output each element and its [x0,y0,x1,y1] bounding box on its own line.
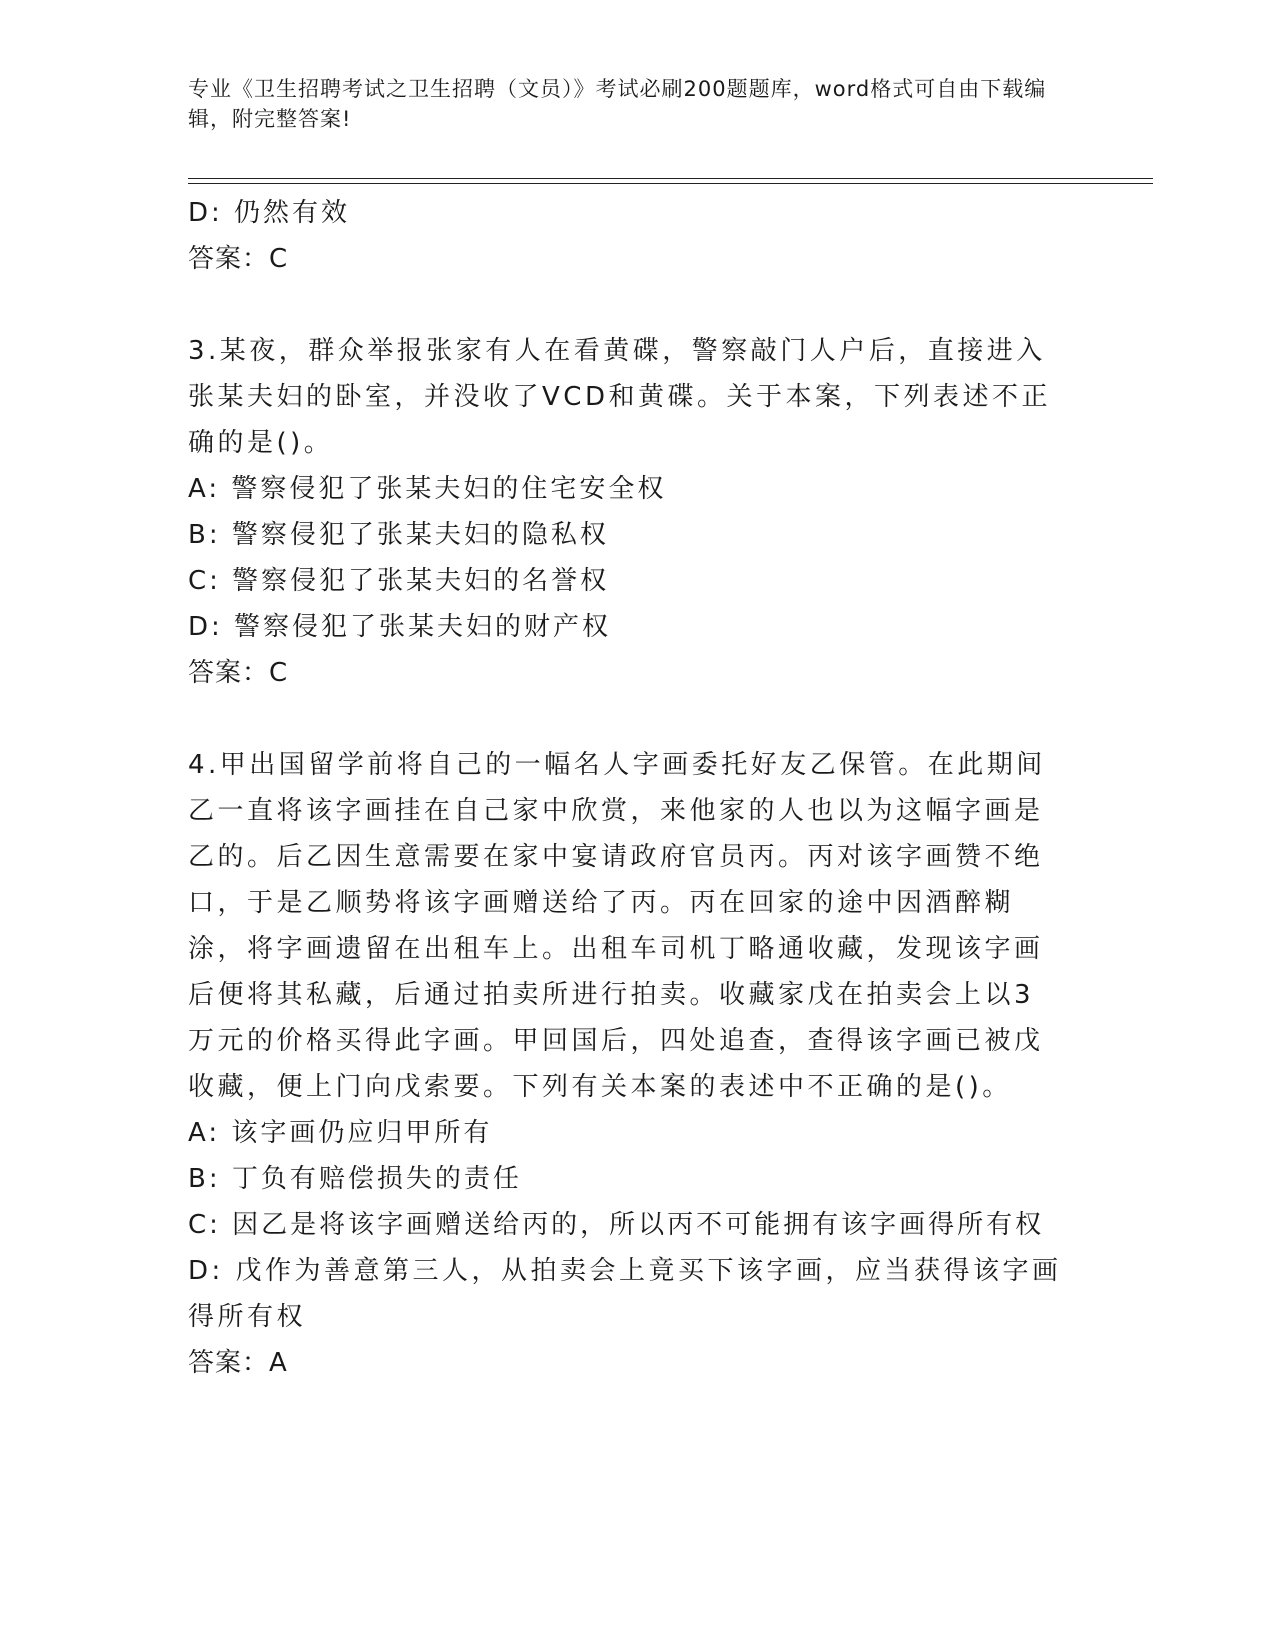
question-4-option-d: D: 戊作为善意第三人，从拍卖会上竟买下该字画，应当获得该字画得所有权 [188,1256,1062,1332]
header-rule-top [188,178,1153,179]
spacer [188,282,1088,328]
spacer [188,696,1088,742]
header-rule-bottom [188,183,1153,184]
question-4-stem: 4.甲出国留学前将自己的一幅名人字画委托好友乙保管。在此期间乙一直将该字画挂在自己家中欣赏，来他家的人也以为这幅字画是乙的。后乙因生意需要在家中宴请政府官员丙。丙对该字画赞不绝口，于是乙顺势将该字画赠送给了丙。丙在回家的途中因酒醉糊涂，将字画遗留在出租车上。出租车司机丁略通收藏，发现该字画后便将其私藏，后通过拍卖所进行拍卖。收藏家戊在拍卖会上以3万元的价格买得此字画。甲回国后，四处追查，查得该字画已被戊收藏，便上门向戊索要。下列有关本案的表述中不正确的是()。 [188,750,1046,1102]
question-4-option-a: A: 该字画仍应归甲所有 [188,1118,493,1148]
question-3-answer: 答案：C [188,658,289,688]
question-3-option-b: B: 警察侵犯了张某夫妇的隐私权 [188,520,609,550]
question-3-stem: 3.某夜，群众举报张家有人在看黄碟，警察敲门人户后，直接进入张某夫妇的卧室，并没收了VCD和黄碟。关于本案，下列表述不正确的是()。 [188,336,1051,458]
prev-answer: 答案：C [188,244,289,274]
document-header: 专业《卫生招聘考试之卫生招聘（文员）》考试必刷200题题库，word格式可自由下载编辑，附完整答案! [188,77,1047,131]
prev-option-d: D: 仍然有效 [188,198,351,228]
question-3-option-a: A: 警察侵犯了张某夫妇的住宅安全权 [188,474,667,504]
question-4-answer: 答案：A [188,1348,288,1378]
question-3-option-c: C: 警察侵犯了张某夫妇的名誉权 [188,566,610,596]
question-4-option-c: C: 因乙是将该字画赠送给丙的，所以丙不可能拥有该字画得所有权 [188,1210,1045,1240]
question-3-option-d: D: 警察侵犯了张某夫妇的财产权 [188,612,612,642]
document-body [188,190,1088,1386]
question-4-option-b: B: 丁负有赔偿损失的责任 [188,1164,522,1194]
